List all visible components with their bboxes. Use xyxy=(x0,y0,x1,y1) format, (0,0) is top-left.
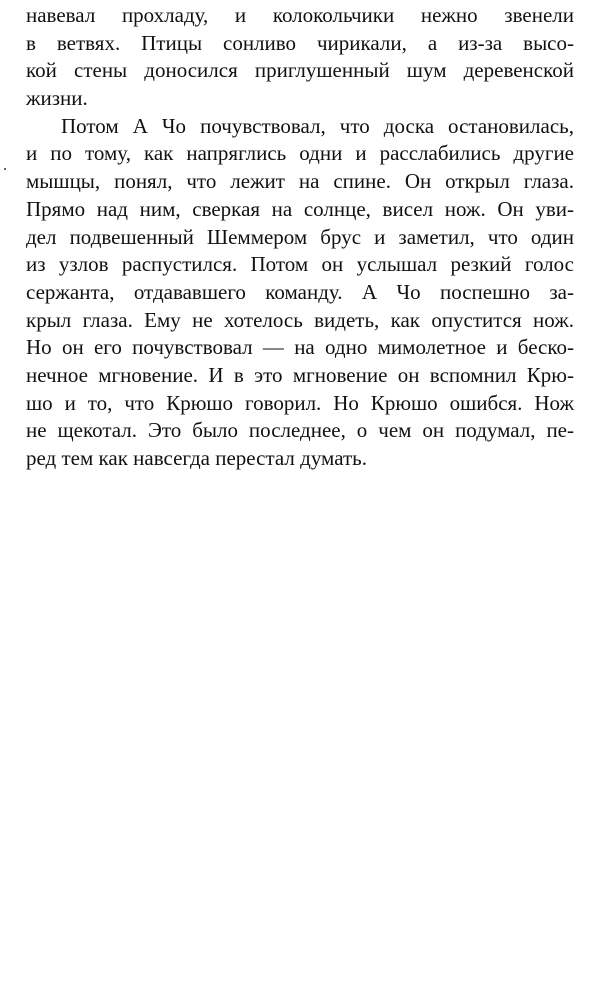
text-line: крыл глаза. Ему не хотелось видеть, как опустится нож. xyxy=(26,307,574,332)
text-line: из узлов распустился. Потом он услышал резкий голос xyxy=(26,252,574,277)
text-line: Прямо над ним, сверкая на солнце, висел нож. Он уви- xyxy=(26,196,574,221)
text-line: шо и то, что Крюшо говорил. Но Крюшо ошибся. Нож xyxy=(26,390,574,415)
page-text xyxy=(26,2,574,473)
text-line: Но он его почувствовал — на одно мимолетное и беско- xyxy=(26,335,574,360)
stray-ink-mark xyxy=(4,168,6,170)
text-line: навевал прохладу, и колокольчики нежно звенели xyxy=(26,3,574,27)
text-line: жизни. xyxy=(26,86,88,111)
text-line: кой стены доносился приглушенный шум деревенской xyxy=(26,58,574,83)
paragraph-2 xyxy=(26,113,574,473)
text-line: сержанта, отдававшего команду. А Чо поспешно за- xyxy=(26,279,574,304)
text-line: Потом А Чо почувствовал, что доска остановилась, xyxy=(61,113,574,138)
text-line: мышцы, понял, что лежит на спине. Он открыл глаза. xyxy=(26,169,574,194)
text-line: и по тому, как напряглись одни и расслабились другие xyxy=(26,141,574,166)
text-line: нечное мгновение. И в это мгновение он вспомнил Крю- xyxy=(26,362,574,387)
text-line: ред тем как навсегда перестал думать. xyxy=(26,446,367,470)
text-line: дел подвешенный Шеммером брус и заметил, что один xyxy=(26,224,574,249)
paragraph-1 xyxy=(26,2,574,113)
text-line: не щекотал. Это было последнее, о чем он подумал, пе- xyxy=(26,418,574,443)
text-line: в ветвях. Птицы сонливо чирикали, а из-за высо- xyxy=(26,30,574,55)
